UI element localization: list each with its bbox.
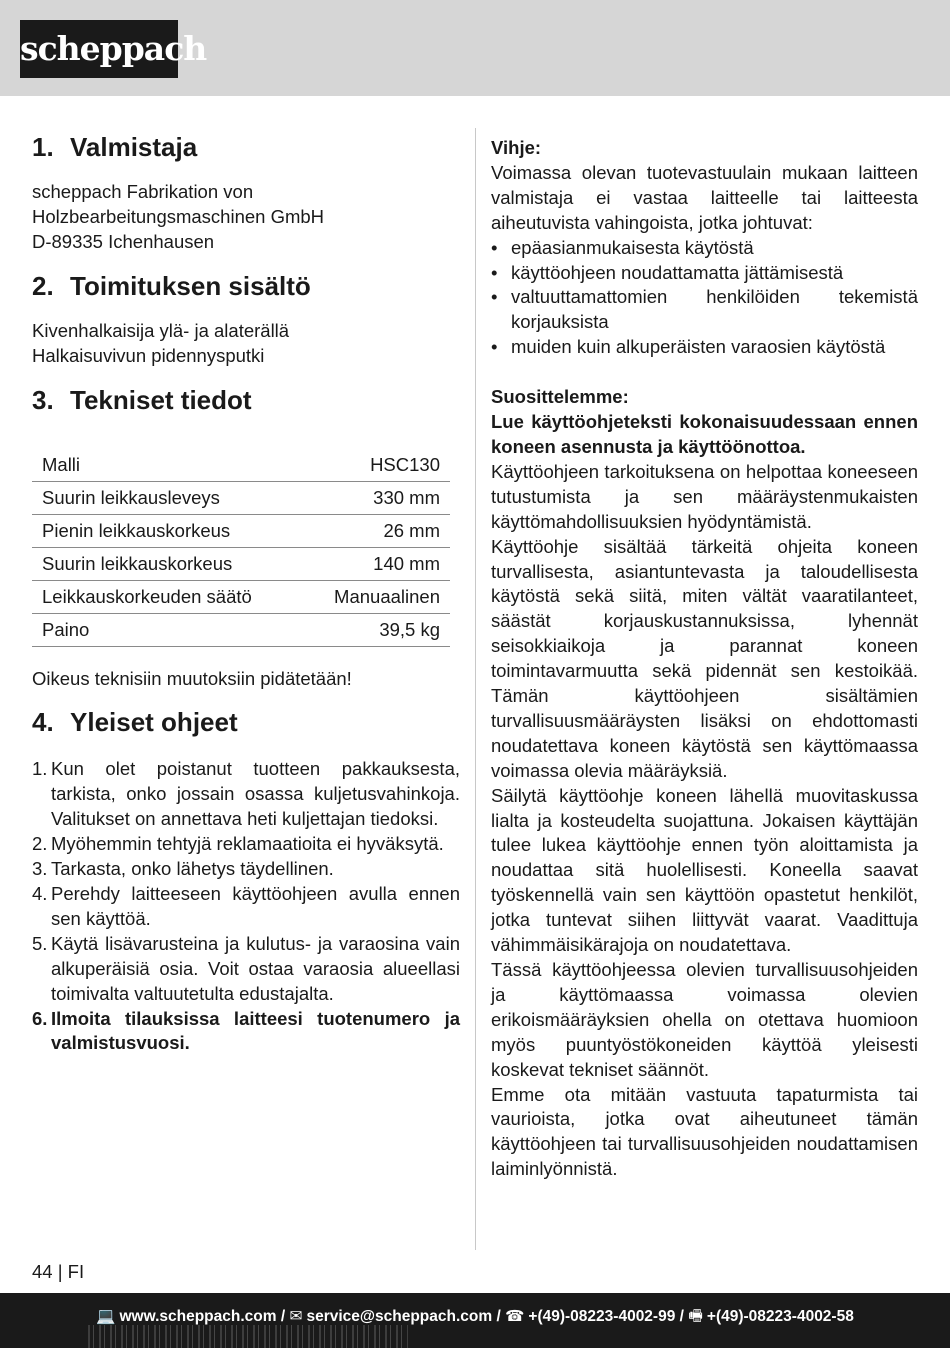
- phone-icon: ☎: [505, 1308, 525, 1325]
- general-instructions-list: [32, 757, 460, 1056]
- section-heading-specs: 3. Tekniset tiedot: [32, 384, 252, 415]
- spec-label: Leikkauskorkeuden säätö: [32, 580, 302, 613]
- spec-value: HSC130: [302, 449, 450, 482]
- table-row: [32, 449, 450, 482]
- list-item: 4. Perehdy laitteeseen käyttöohjeen avulla ennen sen käyttöä.: [32, 882, 460, 929]
- page-header: [0, 0, 950, 96]
- contact-line: 💻 www.scheppach.com / ✉ service@scheppach.com / ☎ +(49)-08223-4002-99 / 🖷 +(49)-08223-4002-58: [96, 1308, 854, 1325]
- specs-table: [32, 449, 450, 647]
- list-item: 6. Ilmoita tilauksissa laitteesi tuotenumero ja valmistusvuosi.: [32, 1007, 460, 1054]
- contents-line: Halkaisuvivun pidennysputki: [32, 344, 265, 366]
- column-divider: [475, 128, 476, 1250]
- paragraph: Käyttöohjeen tarkoituksena on helpottaa koneeseen tutustumista ja sen määräystenmukaisten käyttömahdollisuuksien hyödyntämistä.: [491, 460, 918, 532]
- list-item: 2. Myöhemmin tehtyjä reklamaatioita ei hyväksytä.: [32, 833, 444, 855]
- table-row: [32, 580, 450, 613]
- spec-label: Malli: [32, 449, 302, 482]
- paragraph: Tässä käyttöohjeessa olevien turvallisuusohjeiden ja käyttömaassa voimassa olevien erikoismääräyksien ohella on otettava huomioon myös puuntyöstökoneiden käyttöä yleisesti koskevat tekniset säännöt.: [491, 959, 918, 1080]
- list-item: • muiden kuin alkuperäisten varaosien käytöstä: [491, 336, 886, 358]
- hint-text: Voimassa olevan tuotevastuulain mukaan laitteen valmistaja ei vastaa laitteelle tai laitteesta aiheutuvista vahingoista, jotka johtuvat:: [491, 161, 918, 233]
- section-heading-contents: 2. Toimituksen sisältö: [32, 270, 311, 301]
- right-column: [491, 136, 918, 1182]
- spec-value: 26 mm: [302, 514, 450, 547]
- specs-note: Oikeus teknisiin muutoksiin pidätetään!: [32, 667, 352, 689]
- table-row: [32, 613, 450, 646]
- spec-value: 330 mm: [302, 481, 450, 514]
- page-number: 44 | FI: [32, 1261, 85, 1282]
- scheppach-logo: scheppach: [20, 20, 178, 78]
- spec-value: 39,5 kg: [302, 613, 450, 646]
- list-item: • käyttöohjeen noudattamatta jättämisestä: [491, 261, 844, 283]
- list-item: • epäasianmukaisesta käytöstä: [491, 236, 754, 258]
- mail-icon: ✉: [289, 1308, 303, 1325]
- spec-value: 140 mm: [302, 547, 450, 580]
- paragraph: Emme ota mitään vastuuta tapaturmista tai vaurioista, jotka ovat aiheutuneet tämän käyttöohjeen tai turvallisuusohjeiden noudattamisen laiminlyönnistä.: [491, 1083, 918, 1180]
- decorative-barcode-strip: [88, 1325, 408, 1348]
- paragraph: Säilytä käyttöohje koneen lähellä muovitaskussa lialta ja kosteudelta suojattuna. Jokaisen käyttäjän tulee lukea käyttöohje ennen työn aloittamista ja noudattaa sitä huolellisesti. Koneella saavat työskennellä vain sen käyttöön opastetut henkilöt, jotka tuntevat siihen liittyvät vaarat. Vaadittuja vähimmäisikärajoja on noudatettava.: [491, 784, 918, 956]
- hint-title: Vihje:: [491, 137, 542, 158]
- list-item: • valtuuttamattomien henkilöiden tekemistä korjauksista: [491, 286, 918, 333]
- website-link[interactable]: www.scheppach.com: [119, 1308, 277, 1325]
- manufacturer-line: D-89335 Ichenhausen: [32, 230, 215, 252]
- recommendation-bold: Lue käyttöohjeteksti kokonaisuudessaan ennen koneen asennusta ja käyttöönottoa.: [491, 411, 918, 457]
- spec-value: Manuaalinen: [302, 580, 450, 613]
- contents-line: Kivenhalkaisija ylä- ja alaterällä: [32, 319, 290, 341]
- hint-bullet-list: [491, 236, 918, 361]
- spec-label: Suurin leikkausleveys: [32, 481, 302, 514]
- fax-number: +(49)-08223-4002-58: [706, 1308, 854, 1325]
- table-row: [32, 514, 450, 547]
- manufacturer-line: Holzbearbeitungsmaschinen GmbH: [32, 205, 325, 227]
- table-row: [32, 547, 450, 580]
- email-link[interactable]: service@scheppach.com: [306, 1308, 493, 1325]
- paragraph: Käyttöohje sisältää tärkeitä ohjeita koneen turvallisesta, asiantuntevasta ja taloudellisesta käytöstä sekä siitä, miten vältät vaaratilanteet, säästät korjauskustannuksissa, lyhennät seisokkiaikoja ja parannat koneen toimintavarmuutta sekä pidennät sen kestoikää. Tämän käyttöohjeen sisältämien turvallisuusmääräysten lisäksi on ehdottomasti noudatettava koneen käytöstä sen käyttömaassa voimassa olevia määräyksiä.: [491, 535, 918, 781]
- computer-icon: 💻: [96, 1308, 116, 1325]
- list-item: 3. Tarkasta, onko lähetys täydellinen.: [32, 858, 334, 880]
- spec-label: Paino: [32, 613, 302, 646]
- recommendation-title: Suosittelemme:: [491, 386, 629, 408]
- spec-label: Suurin leikkauskorkeus: [32, 547, 302, 580]
- list-item: 5. Käytä lisävarusteina ja kulutus- ja varaosina vain alkuperäisiä osia. Voit ostaa varaosia alueellasi toimivalta valtuutetulta edustajalta.: [32, 932, 460, 1004]
- table-row: [32, 481, 450, 514]
- fax-icon: 🖷: [688, 1308, 703, 1325]
- section-heading-general: 4. Yleiset ohjeet: [32, 707, 238, 738]
- list-item: 1. Kun olet poistanut tuotteen pakkauksesta, tarkista, onko jossain osassa kuljetusvahinkoja. Valitukset on annettava heti kuljettajan tiedoksi.: [32, 758, 460, 830]
- spec-label: Pienin leikkauskorkeus: [32, 514, 302, 547]
- manufacturer-line: scheppach Fabrikation von: [32, 181, 254, 202]
- section-heading-manufacturer: 1. Valmistaja: [32, 132, 198, 162]
- left-column: [32, 128, 460, 1056]
- phone-number: +(49)-08223-4002-99: [528, 1308, 676, 1325]
